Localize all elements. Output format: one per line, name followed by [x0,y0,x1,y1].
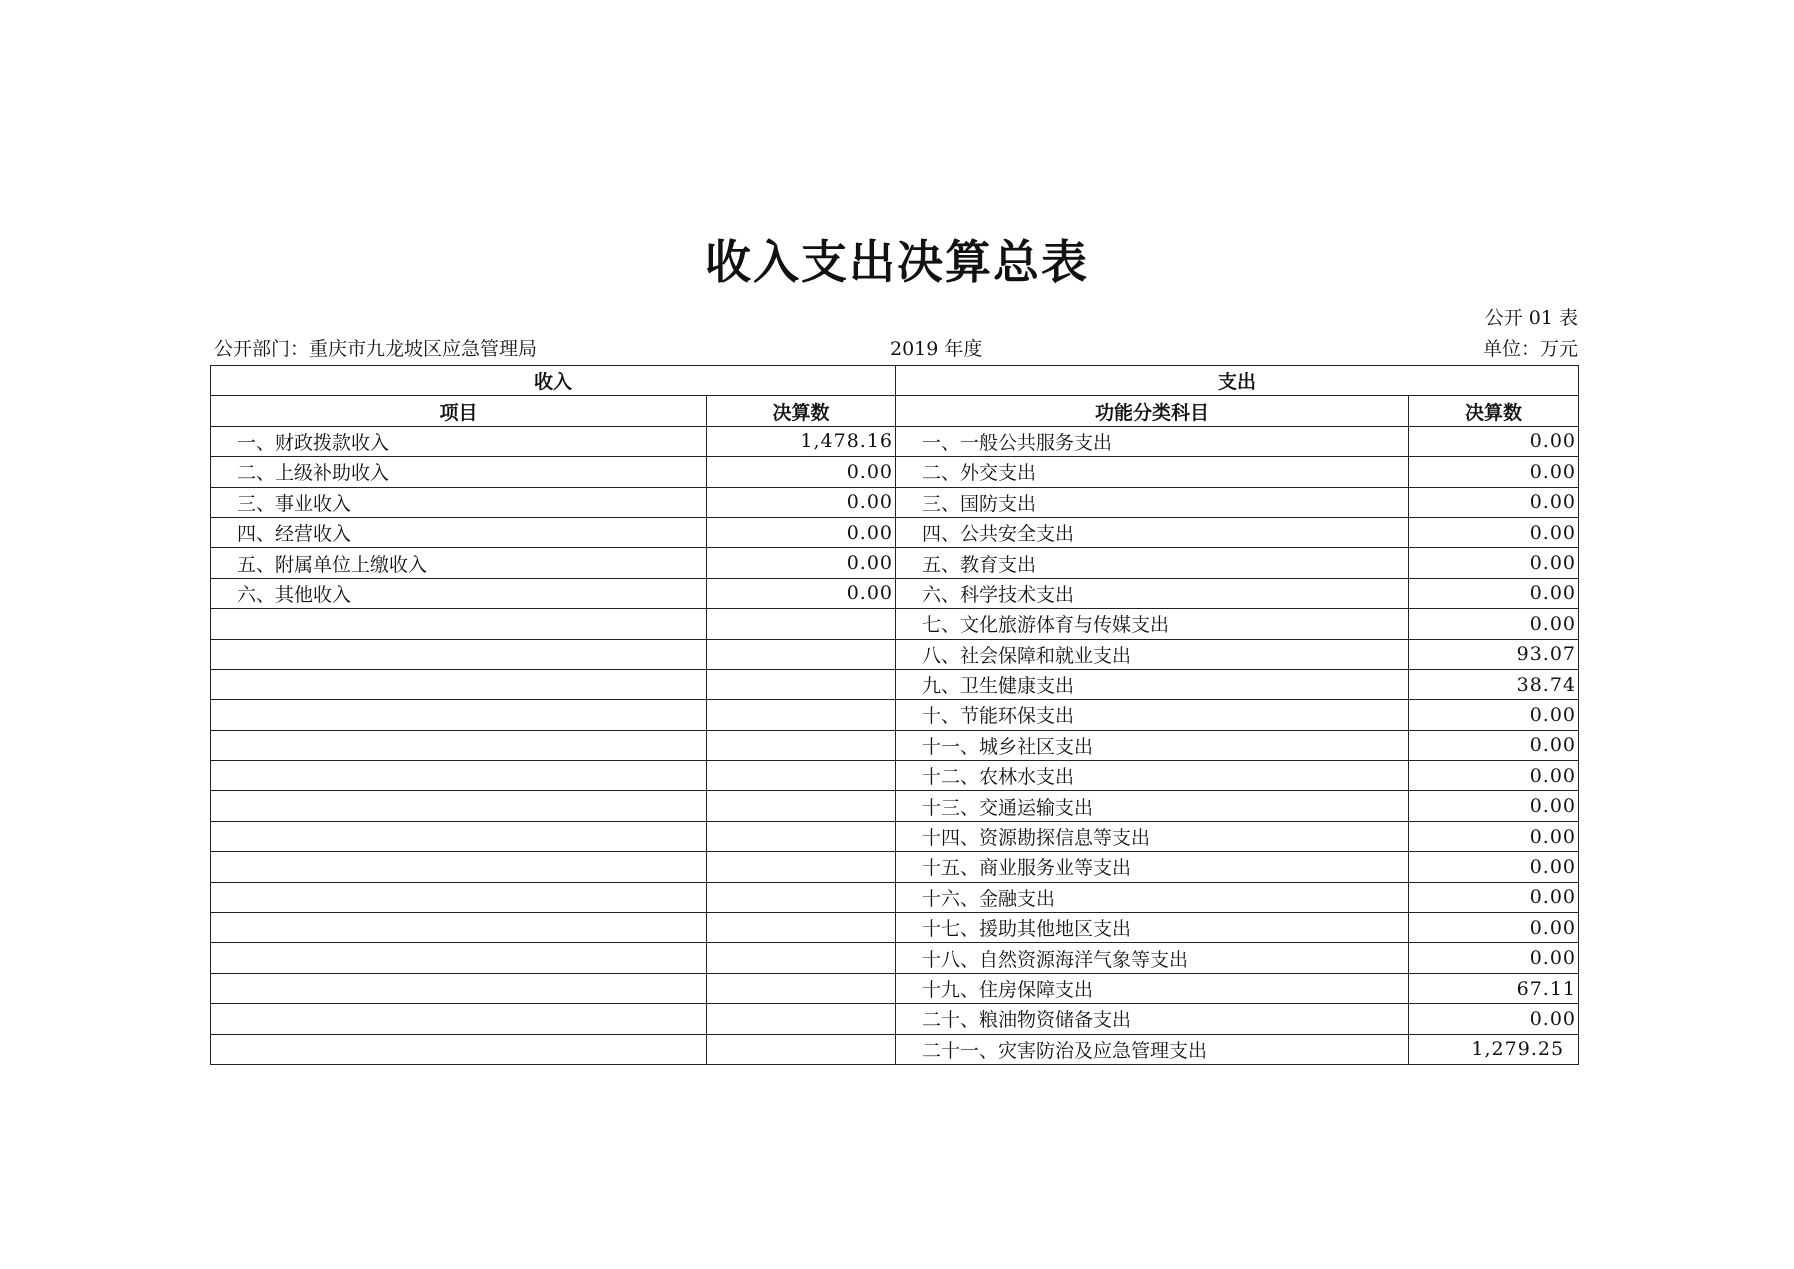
expense-amount-cell: 0.00 [1409,426,1579,456]
income-amount-cell: 0.00 [707,517,896,547]
expense-item-cell: 二十、粮油物资储备支出 [896,1004,1409,1034]
expense-item-cell: 八、社会保障和就业支出 [896,639,1409,669]
table-row [211,791,1579,821]
income-item-cell [211,730,707,760]
expense-amount-cell: 38.74 [1409,669,1579,699]
table-row [211,700,1579,730]
income-item-cell [211,639,707,669]
item-column-header: 项目 [211,396,707,426]
expense-amount-cell: 0.00 [1409,700,1579,730]
table-row [211,821,1579,851]
income-item-cell: 一、财政拨款收入 [211,426,707,456]
income-amount-cell [707,882,896,912]
table-row [211,943,1579,973]
income-item-cell [211,791,707,821]
expense-item-cell: 十五、商业服务业等支出 [896,852,1409,882]
table-row [211,730,1579,760]
expense-amount-cell: 67.11 [1409,973,1579,1003]
income-item-cell [211,913,707,943]
expense-item-cell: 十一、城乡社区支出 [896,730,1409,760]
expense-amount-cell: 0.00 [1409,943,1579,973]
expense-item-cell: 九、卫生健康支出 [896,669,1409,699]
unit-label: 单位：万元 [1482,338,1578,360]
table-row [211,578,1579,608]
income-item-cell: 三、事业收入 [211,487,707,517]
expense-amount-cell: 93.07 [1409,639,1579,669]
expense-item-cell: 十四、资源勘探信息等支出 [896,821,1409,851]
income-amount-cell [707,943,896,973]
expense-amount-cell: 0.00 [1409,1004,1579,1034]
income-amount-cell: 0.00 [707,457,896,487]
expense-item-cell: 十八、自然资源海洋气象等支出 [896,943,1409,973]
form-number: 公开 01 表 [1484,307,1578,329]
income-amount-cell [707,791,896,821]
expense-amount-cell: 0.00 [1409,852,1579,882]
expense-item-cell: 十九、住房保障支出 [896,973,1409,1003]
income-amount-cell: 1,478.16 [707,426,896,456]
income-item-cell [211,973,707,1003]
expense-item-cell: 五、教育支出 [896,548,1409,578]
expense-amount-cell: 0.00 [1409,821,1579,851]
expense-amount-cell: 0.00 [1409,882,1579,912]
expense-amount-cell: 0.00 [1409,730,1579,760]
page-title: 收入支出决算总表 [705,235,1089,289]
table-row [211,1034,1579,1064]
income-amount-cell [707,913,896,943]
table-row [211,973,1579,1003]
expense-amount-column-header: 决算数 [1409,396,1579,426]
table-row [211,517,1579,547]
income-amount-cell [707,730,896,760]
income-amount-cell [707,973,896,1003]
income-item-cell: 二、上级补助收入 [211,457,707,487]
income-amount-cell [707,639,896,669]
income-amount-cell [707,852,896,882]
expense-amount-cell: 0.00 [1409,457,1579,487]
table-row [211,761,1579,791]
table-row [211,913,1579,943]
expense-amount-cell: 0.00 [1409,578,1579,608]
income-amount-cell: 0.00 [707,487,896,517]
table-row [211,487,1579,517]
function-subject-column-header: 功能分类科目 [896,396,1409,426]
income-item-cell [211,852,707,882]
expense-item-cell: 十七、援助其他地区支出 [896,913,1409,943]
table-row [211,1004,1579,1034]
expense-amount-cell: 0.00 [1409,761,1579,791]
table-row [211,609,1579,639]
expense-item-cell: 六、科学技术支出 [896,578,1409,608]
expense-header: 支出 [896,366,1579,396]
expense-item-cell: 二十一、灾害防治及应急管理支出 [896,1034,1409,1064]
table-row [211,639,1579,669]
income-item-cell [211,669,707,699]
expense-item-cell: 二、外交支出 [896,457,1409,487]
expense-amount-cell: 0.00 [1409,487,1579,517]
income-amount-cell: 0.00 [707,578,896,608]
income-amount-cell [707,1034,896,1064]
income-header: 收入 [211,366,896,396]
income-amount-cell [707,669,896,699]
income-amount-cell: 0.00 [707,548,896,578]
income-item-cell: 四、经营收入 [211,517,707,547]
income-amount-cell [707,761,896,791]
income-amount-cell [707,609,896,639]
department-label: 公开部门：重庆市九龙坡区应急管理局 [214,338,538,360]
income-item-cell [211,1034,707,1064]
table-row [211,852,1579,882]
expense-amount-cell: 0.00 [1409,609,1579,639]
expense-item-cell: 十三、交通运输支出 [896,791,1409,821]
table-row [211,548,1579,578]
fiscal-year: 2019 年度 [890,338,983,360]
expense-item-cell: 七、文化旅游体育与传媒支出 [896,609,1409,639]
expense-amount-cell: 0.00 [1409,548,1579,578]
income-item-cell: 五、附属单位上缴收入 [211,548,707,578]
income-item-cell [211,943,707,973]
income-amount-cell [707,700,896,730]
budget-table [210,365,1579,1065]
table-row [211,457,1579,487]
expense-item-cell: 四、公共安全支出 [896,517,1409,547]
income-item-cell [211,761,707,791]
expense-item-cell: 三、国防支出 [896,487,1409,517]
income-item-cell [211,700,707,730]
expense-item-cell: 十、节能环保支出 [896,700,1409,730]
income-amount-cell [707,821,896,851]
expense-amount-cell: 0.00 [1409,913,1579,943]
income-item-cell [211,1004,707,1034]
expense-amount-cell: 1,279.25 [1409,1034,1579,1064]
expense-item-cell: 十六、金融支出 [896,882,1409,912]
income-item-cell: 六、其他收入 [211,578,707,608]
expense-amount-cell: 0.00 [1409,517,1579,547]
income-item-cell [211,821,707,851]
expense-item-cell: 一、一般公共服务支出 [896,426,1409,456]
table-row [211,426,1579,456]
expense-item-cell: 十二、农林水支出 [896,761,1409,791]
table-row [211,882,1579,912]
table-row [211,669,1579,699]
income-amount-column-header: 决算数 [707,396,896,426]
income-item-cell [211,609,707,639]
expense-amount-cell: 0.00 [1409,791,1579,821]
income-amount-cell [707,1004,896,1034]
income-item-cell [211,882,707,912]
